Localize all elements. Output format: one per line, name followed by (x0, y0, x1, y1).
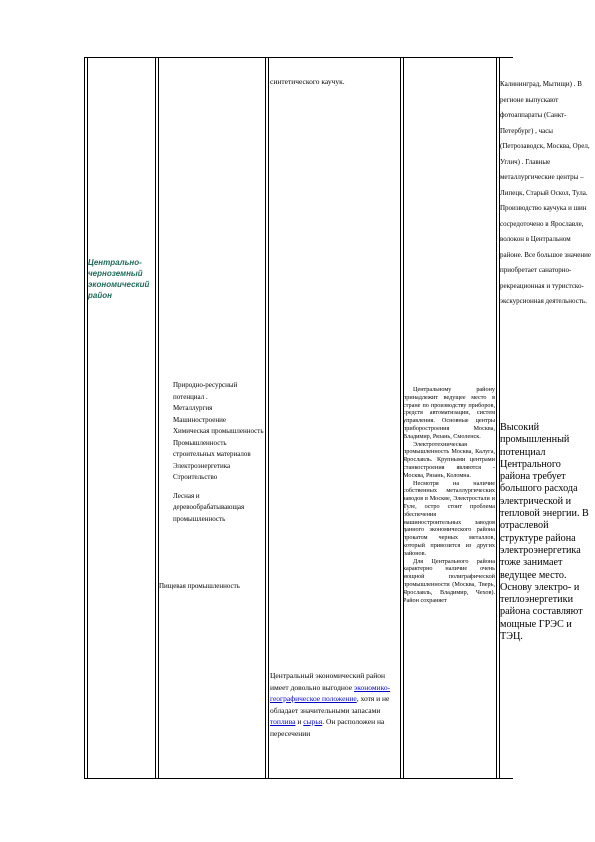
column3-bottom-text (270, 670, 398, 739)
text-fragment: , хотя и не обладает значительными запасами (270, 694, 390, 715)
text-fragment: Центральный экономический район имеет довольно выгодное (270, 671, 386, 692)
industry-list (173, 380, 265, 525)
column3-top-text: синтетического каучук. (270, 77, 345, 86)
paragraph: Электротехническая промышленность Москва, Калуга, Ярославль. Крупными центрами станкостроения являются - Москва, Рязань, Коломна. (403, 440, 495, 479)
column-divider-1 (155, 57, 159, 779)
column-divider-left (84, 57, 88, 779)
industry-item: Машиностроение (173, 415, 226, 424)
industry-item: Промышленность строительных материалов (173, 438, 251, 458)
raw-materials-link[interactable]: сырья (303, 717, 323, 726)
economic-position-link[interactable]: экономико-географическое положение (270, 682, 391, 703)
paragraph: Центральному району принадлежит ведущее место в стране по производству приборов, средств автоматизации, систем управления. Основные центры приборостроения Москва, Владимир, Рязань, Смоленск. (403, 386, 495, 440)
column4-text (403, 386, 495, 604)
column-divider-2 (265, 57, 269, 779)
column5-top-text: Калининград, Мытищи) . В регионе выпускают фотоаппараты (Санкт-Петербург) , часы (Петрозаводск, Москва, Орел, Углич) . Главные металлургические центры – Липецк, Старый Оскол, Тула. Производство каучука и шин сосредоточено в Ярославле, волокон в Центральном районе. Все большое значение приобретает санаторно-рекреационная и туристско-экскурсионная деятельность. (500, 80, 591, 305)
industry-item: Строительство (173, 473, 218, 481)
region-name: Центрально-черноземный экономический район (88, 258, 150, 300)
paragraph: Для Центрального района характерно наличие очень мощной полиграфической промышленности (Москва, Тверь, Ярославль, Владимир, Чехов). Район сохраняет (403, 557, 495, 604)
industry-item: Лесная и деревообрабатывающая промышленность (173, 491, 245, 523)
text-fragment: . Он расположен на пересечении (270, 717, 385, 738)
paragraph: Несмотря на наличие собственных металлургических заводов в Москве, Электростали и Туле, остро стоит проблема обеспечения машиностроительных заводов данного экономического района прокатом черных металлов, который привозится из других районов. (403, 479, 495, 557)
table-bottom-border (84, 778, 513, 779)
industry-item: Электроэнергетика (173, 461, 231, 470)
industry-item: Химическая промышленность (173, 427, 264, 435)
fuel-link[interactable]: топлива (270, 717, 296, 726)
column5-bottom-text: Высокий промышленный потенциал Центрального района требует большого расхода электрической и тепловой энергии. В отраслевой структуре района электроэнергетика тоже занимает ведущее место. Основу электро- и теплоэнергетики района составляют мощные ГРЭС и ТЭЦ. (500, 422, 589, 643)
food-industry-label: Пищевая промышленность (159, 582, 240, 590)
table-top-border (84, 57, 513, 58)
industry-item: Металлургия (173, 404, 213, 412)
text-fragment: и (295, 717, 304, 726)
industry-item: Природно-ресурсный потенциал . (173, 381, 238, 401)
